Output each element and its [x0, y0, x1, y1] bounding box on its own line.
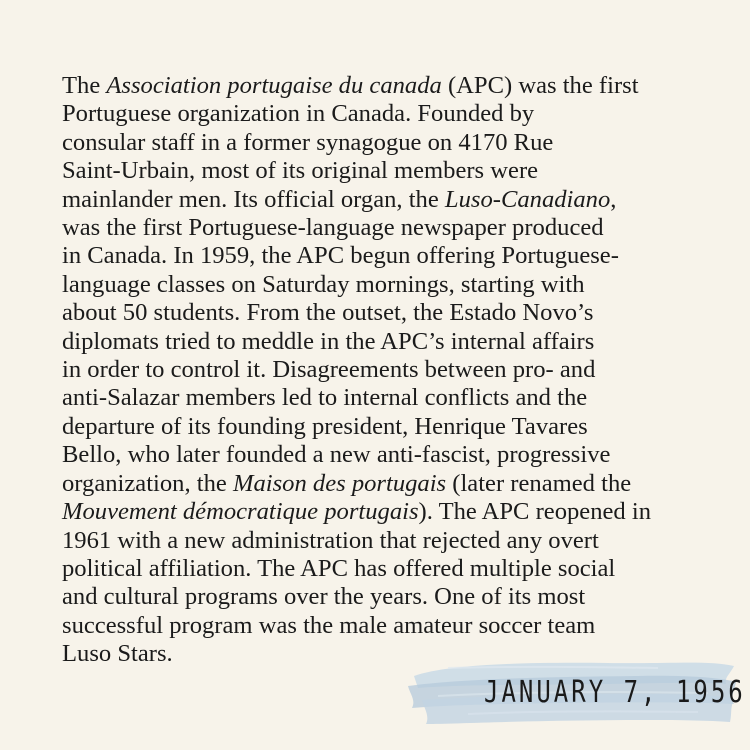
- text-segment: (APC) was the first: [441, 72, 639, 99]
- text-segment: about 50 students. From the outset, the Estado Novo’s: [62, 299, 594, 327]
- text-line: [62, 299, 702, 327]
- text-line: [62, 384, 702, 412]
- text-segment: consular staff in a former synagogue on 4170 Rue: [62, 128, 554, 156]
- text-line: [62, 498, 702, 526]
- date-label: JANUARY 7, 1956: [484, 674, 746, 710]
- text-segment: Portuguese organization in Canada. Founded by: [62, 100, 535, 128]
- text-segment: and cultural programs over the years. One of its most: [62, 583, 586, 611]
- text-line: [62, 555, 702, 583]
- text-segment: in order to control it. Disagreements between pro- and: [62, 356, 596, 384]
- text-segment: political affiliation. The APC has offered multiple social: [62, 554, 616, 582]
- text-line: [62, 328, 702, 356]
- text-segment: Luso Stars.: [62, 640, 173, 668]
- date-stamp: [408, 652, 746, 732]
- italic-title: Luso-Canadiano: [444, 185, 611, 213]
- text-line: [62, 470, 702, 498]
- text-segment: in Canada. In 1959, the APC begun offering Portuguese-: [62, 242, 619, 270]
- text-line: [62, 356, 702, 384]
- text-line: [62, 129, 702, 157]
- text-segment: language classes on Saturday mornings, starting with: [62, 270, 585, 298]
- text-line: [62, 583, 702, 611]
- text-segment: was the first Portuguese-language newspaper produced: [62, 214, 604, 242]
- text-segment: mainlander men. Its official organ, the: [62, 185, 445, 213]
- text-line: [62, 271, 702, 299]
- text-segment: successful program was the male amateur soccer team: [62, 611, 596, 639]
- text-segment: Bello, who later founded a new anti-fascist, progressive: [62, 441, 611, 469]
- text-line: [62, 100, 702, 128]
- italic-title: Maison des portugais: [232, 469, 447, 497]
- text-segment: The: [62, 72, 107, 99]
- text-segment: (later renamed the: [446, 469, 632, 497]
- text-line: [62, 72, 702, 100]
- text-line: [62, 186, 702, 214]
- text-line: [62, 527, 702, 555]
- text-line: [62, 157, 702, 185]
- article-paragraph: [62, 72, 702, 669]
- text-segment: organization, the: [62, 469, 233, 497]
- text-segment: anti-Salazar members led to internal conflicts and the: [62, 384, 588, 412]
- text-line: [62, 441, 702, 469]
- text-segment: ). The APC reopened in: [418, 498, 652, 526]
- text-line: [62, 612, 702, 640]
- italic-title: Association portugaise du canada: [106, 72, 442, 99]
- text-segment: Saint-Urbain, most of its original members were: [62, 157, 539, 185]
- text-segment: departure of its founding president, Henrique Tavares: [62, 412, 588, 440]
- text-segment: 1961 with a new administration that rejected any overt: [62, 526, 599, 554]
- text-line: [62, 214, 702, 242]
- text-line: [62, 242, 702, 270]
- text-segment: diplomats tried to meddle in the APC’s internal affairs: [62, 327, 595, 355]
- italic-title: Mouvement démocratique portugais: [62, 498, 419, 526]
- text-segment: ,: [610, 185, 617, 213]
- text-line: [62, 413, 702, 441]
